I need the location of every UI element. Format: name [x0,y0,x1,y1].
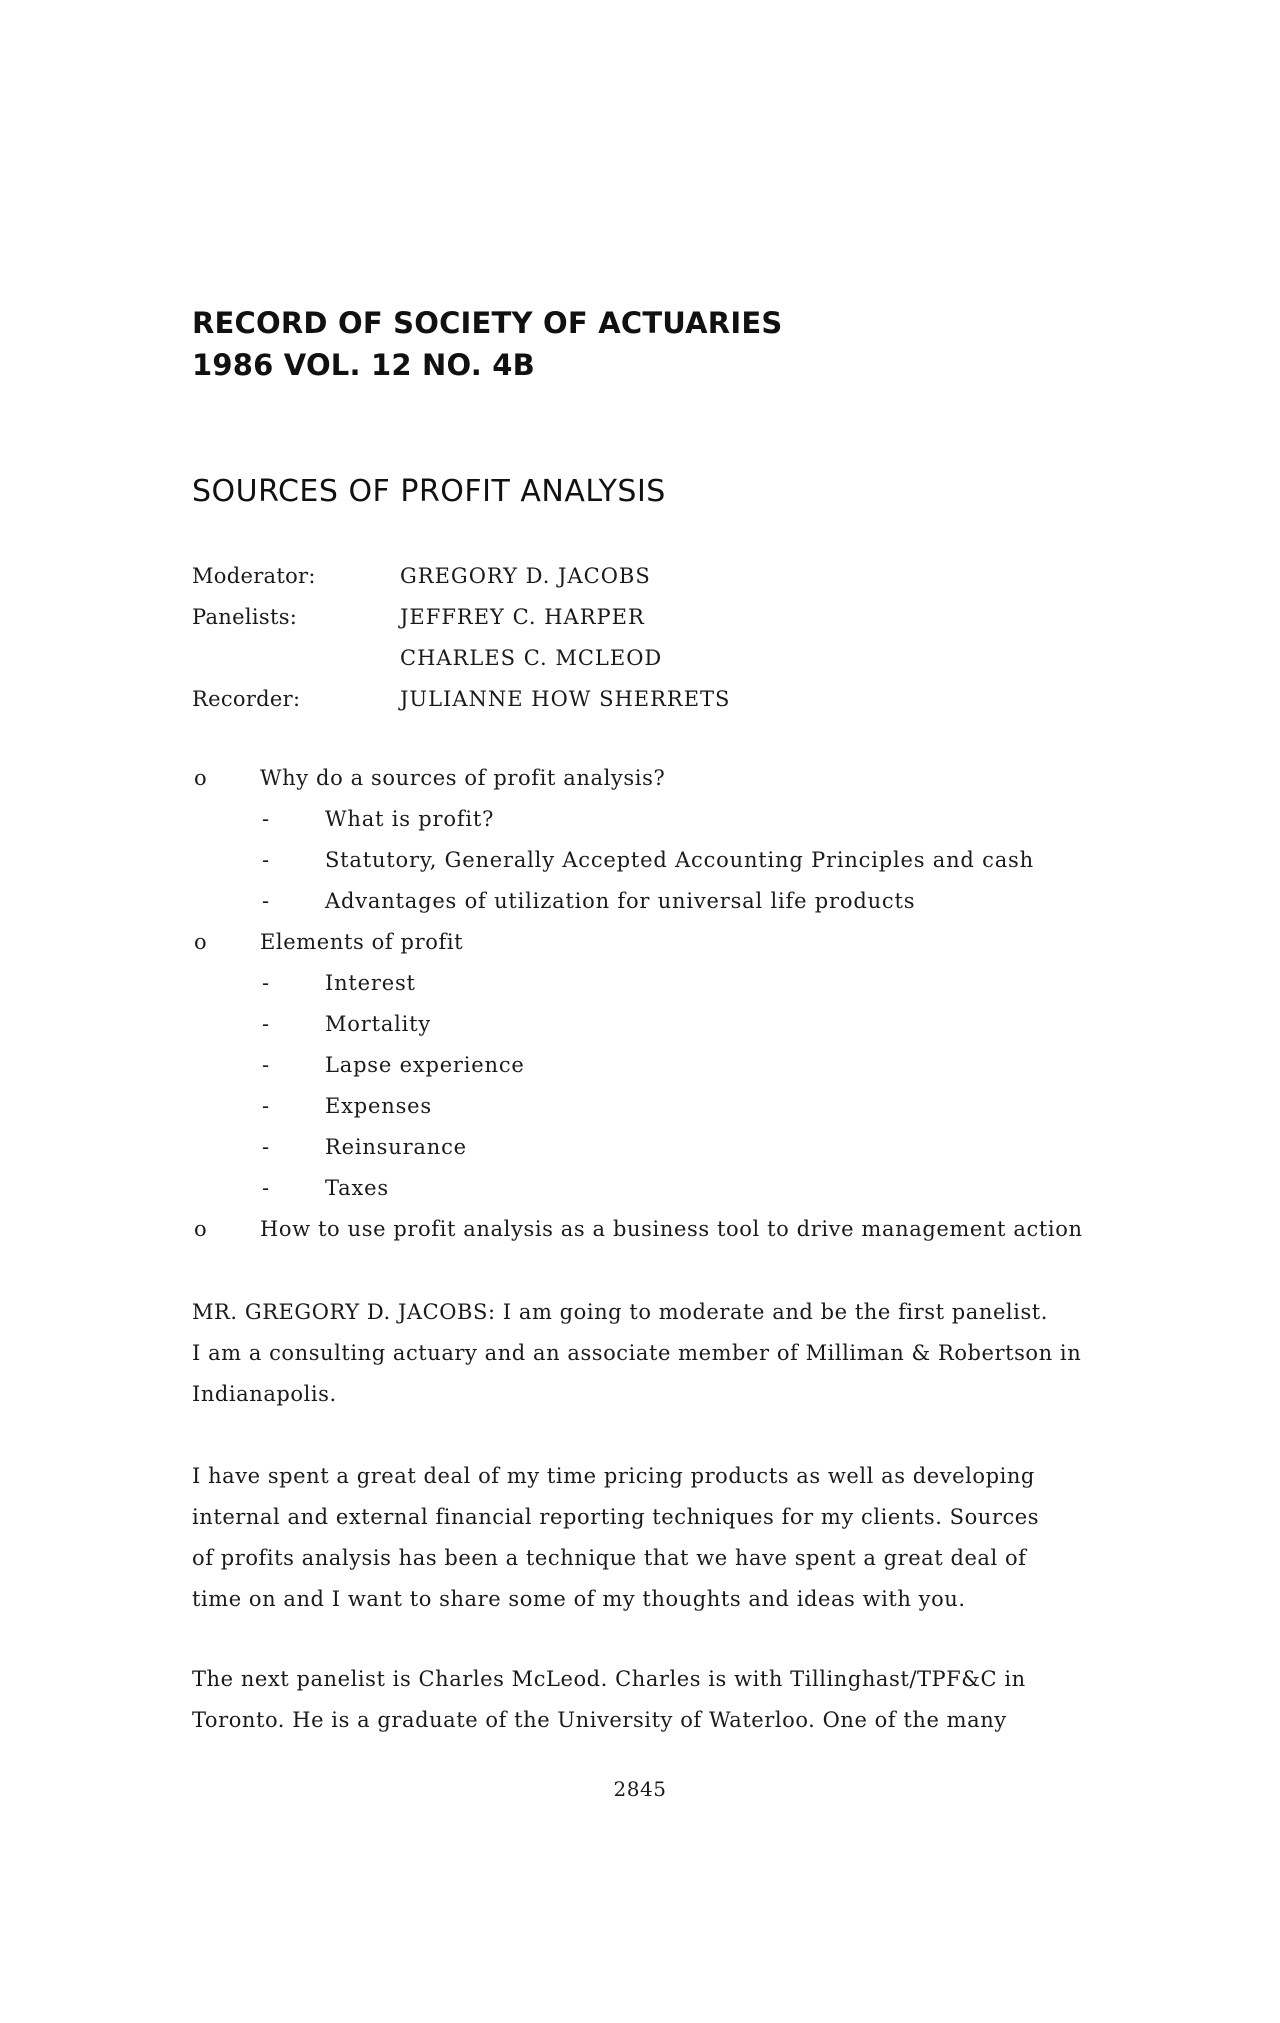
paragraph-line: internal and external financial reporting techniques for my clients. Sources [192,1505,1040,1529]
outline-subitem-text: Lapse experience [325,1053,525,1077]
participant-name: JEFFREY C. HARPER [400,605,645,629]
paragraph-line: Toronto. He is a graduate of the University of Waterloo. One of the many [192,1708,1007,1732]
outline-subitem [192,1012,1152,1053]
participant-name: JULIANNE HOW SHERRETS [400,687,731,711]
paragraph-line: The next panelist is Charles McLeod. Charles is with Tillinghast/TPF&C in [192,1667,1026,1691]
dash-marker: - [262,807,270,831]
outline-subitem [192,889,1152,930]
page-number: 2845 [613,1777,667,1801]
paragraph-line: I am a consulting actuary and an associate member of Milliman & Robertson in [192,1341,1082,1365]
outline-subitem-text: Statutory, Generally Accepted Accounting Principles and cash [325,848,1034,872]
outline-subitem-text: Mortality [325,1012,432,1036]
paragraph-line: MR. GREGORY D. JACOBS: I am going to moderate and be the first panelist. [192,1300,1048,1324]
participant-role: Panelists: [192,605,298,629]
dash-marker: - [262,1135,270,1159]
paragraph-introduction [192,1292,1142,1415]
outline-subitem [192,1176,1152,1217]
outline-subitem [192,1053,1152,1094]
outline-topic-text: Why do a sources of profit analysis? [260,766,666,790]
outline-topic [192,1217,1152,1258]
participant-role: Recorder: [192,687,301,711]
outline-bullet: o [194,766,207,790]
dash-marker: - [262,1053,270,1077]
outline-subitem [192,848,1152,889]
dash-marker: - [262,1012,270,1036]
paragraph-background [192,1456,1142,1620]
dash-marker: - [262,1176,270,1200]
outline-topic-text: How to use profit analysis as a business tool to drive management action [260,1217,1083,1241]
paragraph-next-panelist [192,1659,1142,1741]
outline-topic [192,766,1152,807]
participant-name: CHARLES C. MCLEOD [400,646,663,670]
volume-info: 1986 VOL. 12 NO. 4B [192,348,535,382]
outline-subitem-text: Interest [325,971,416,995]
outline-subitem [192,1094,1152,1135]
outline-bullet: o [194,1217,207,1241]
outline-subitem [192,1135,1152,1176]
outline-subitem-text: What is profit? [325,807,495,831]
paragraph-line: Indianapolis. [192,1382,337,1406]
outline-bullet: o [194,930,207,954]
dash-marker: - [262,889,270,913]
participant-name: GREGORY D. JACOBS [400,564,651,588]
outline-subitem-text: Taxes [325,1176,389,1200]
outline-subitem-text: Advantages of utilization for universal life products [325,889,916,913]
paragraph-line: time on and I want to share some of my thoughts and ideas with you. [192,1587,966,1611]
session-title: SOURCES OF PROFIT ANALYSIS [192,474,666,509]
publication-name: RECORD OF SOCIETY OF ACTUARIES [192,306,783,340]
paragraph-line: of profits analysis has been a technique that we have spent a great deal of [192,1546,1027,1570]
publication-header [192,302,782,386]
dash-marker: - [262,1094,270,1118]
outline-subitem [192,807,1152,848]
outline-topic-text: Elements of profit [260,930,464,954]
outline-subitem-text: Expenses [325,1094,432,1118]
participant-role: Moderator: [192,564,316,588]
outline-subitem-text: Reinsurance [325,1135,467,1159]
outline-subitem [192,971,1152,1012]
dash-marker: - [262,971,270,995]
outline-topic [192,930,1152,971]
dash-marker: - [262,848,270,872]
paragraph-line: I have spent a great deal of my time pricing products as well as developing [192,1464,1035,1488]
session-outline [192,766,1152,1258]
